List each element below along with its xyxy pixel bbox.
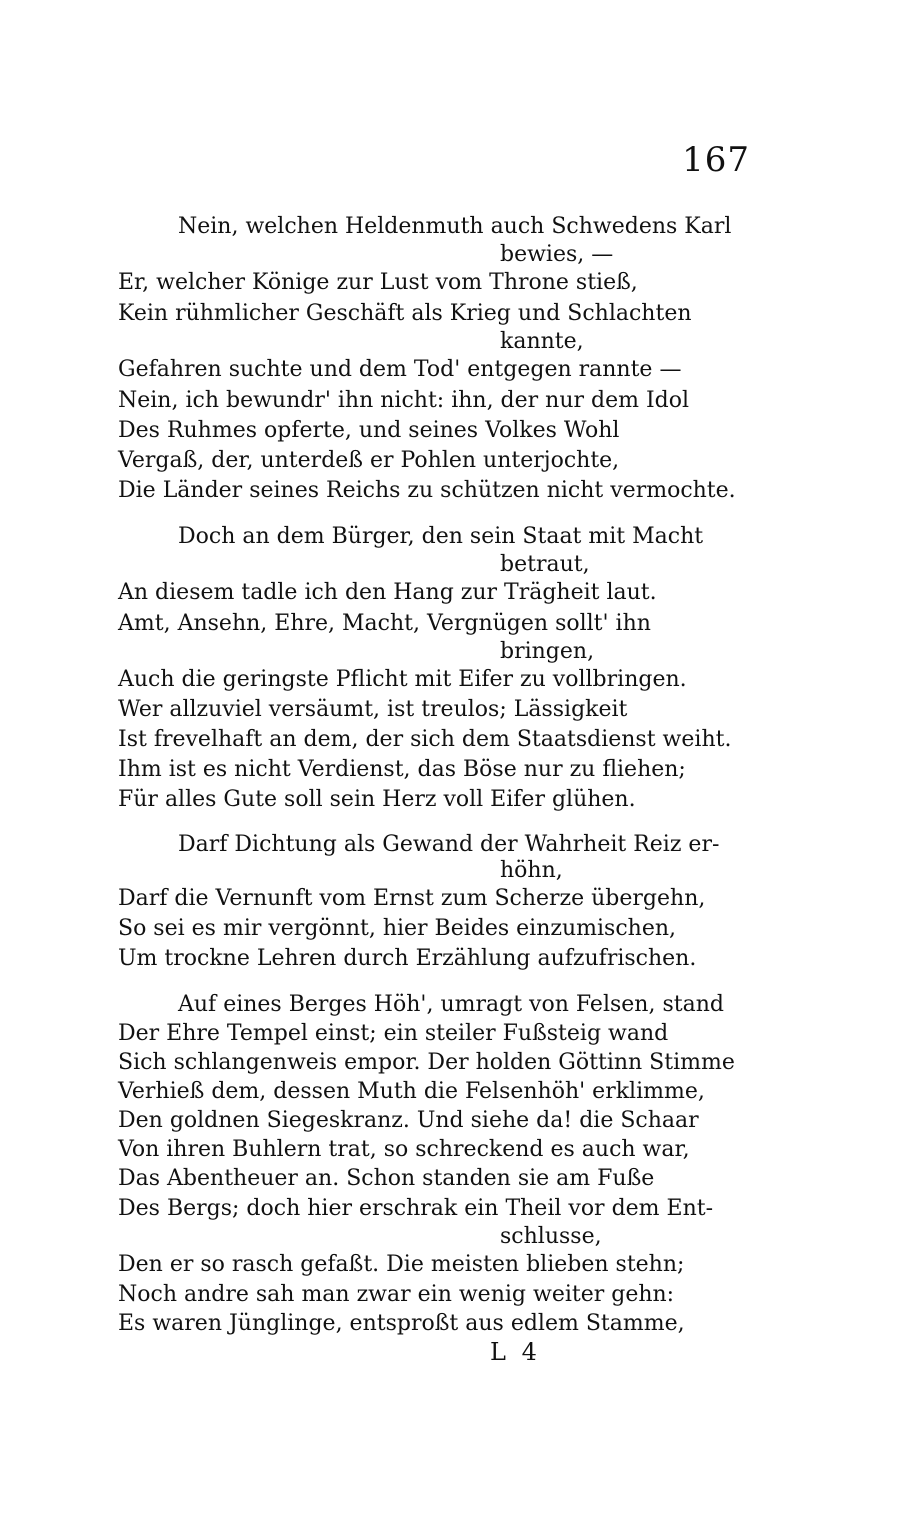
text-line: Noch andre sah man zwar ein wenig weiter gehn: (118, 1282, 675, 1307)
text-line: Auch die geringste Pflicht mit Eifer zu vollbringen. (118, 667, 687, 692)
text-line-continuation: höhn, (500, 858, 563, 883)
text-line: Den er so rasch gefaßt. Die meisten blieben stehn; (118, 1252, 685, 1277)
text-line-continuation: schlusse, (500, 1224, 602, 1249)
text-line-continuation: betraut, (500, 552, 590, 577)
text-line: Von ihren Buhlern trat, so schreckend es auch war, (118, 1137, 690, 1162)
signature-mark: L 4 (490, 1338, 541, 1366)
text-line: Ist frevelhaft an dem, der sich dem Staatsdienst weiht. (118, 727, 732, 752)
text-line-continuation: bringen, (500, 639, 595, 664)
text-line: Kein rühmlicher Geschäft als Krieg und Schlachten (118, 301, 692, 326)
text-line: Ihm ist es nicht Verdienst, das Böse nur zu fliehen; (118, 757, 686, 782)
text-line: Sich schlangenweis empor. Der holden Göttinn Stimme (118, 1050, 735, 1075)
text-line: Für alles Gute soll sein Herz voll Eifer glühen. (118, 787, 636, 812)
text-line: Des Ruhmes opferte, und seines Volkes Wohl (118, 418, 620, 443)
text-line: Er, welcher Könige zur Lust vom Throne stieß, (118, 270, 638, 295)
text-line: Doch an dem Bürger, den sein Staat mit Macht (178, 524, 704, 549)
text-line-continuation: kannte, (500, 329, 584, 354)
text-line: Nein, welchen Heldenmuth auch Schwedens Karl (178, 214, 732, 239)
text-line: Des Bergs; doch hier erschrak ein Theil vor dem Ent- (118, 1196, 714, 1221)
text-line: Gefahren suchte und dem Tod' entgegen rannte — (118, 357, 682, 382)
text-line: Vergaß, der, unterdeß er Pohlen unterjochte, (118, 448, 620, 473)
text-line: Amt, Ansehn, Ehre, Macht, Vergnügen sollt' ihn (118, 611, 651, 636)
text-line: Es waren Jünglinge, entsproßt aus edlem Stamme, (118, 1311, 685, 1336)
text-line: So sei es mir vergönnt, hier Beides einzumischen, (118, 916, 677, 941)
text-line: Darf Dichtung als Gewand der Wahrheit Reiz er- (178, 832, 720, 857)
text-line: An diesem tadle ich den Hang zur Trägheit laut. (118, 580, 657, 605)
text-line-continuation: bewies, — (500, 242, 614, 267)
text-line: Nein, ich bewundr' ihn nicht: ihn, der nur dem Idol (118, 388, 690, 413)
text-line: Darf die Vernunft vom Ernst zum Scherze übergehn, (118, 886, 706, 911)
text-line: Um trockne Lehren durch Erzählung aufzufrischen. (118, 946, 697, 971)
text-line: Verhieß dem, dessen Muth die Felsenhöh' erklimme, (118, 1079, 705, 1104)
page-number: 167 (682, 140, 750, 180)
text-line: Die Länder seines Reichs zu schützen nicht vermochte. (118, 478, 736, 503)
text-line: Wer allzuviel versäumt, ist treulos; Lässigkeit (118, 697, 628, 722)
text-line: Der Ehre Tempel einst; ein steiler Fußsteig wand (118, 1021, 669, 1046)
text-line: Das Abentheuer an. Schon standen sie am Fuße (118, 1166, 655, 1191)
text-line: Den goldnen Siegeskranz. Und siehe da! die Schaar (118, 1108, 699, 1133)
text-line: Auf eines Berges Höh', umragt von Felsen, stand (178, 992, 724, 1017)
